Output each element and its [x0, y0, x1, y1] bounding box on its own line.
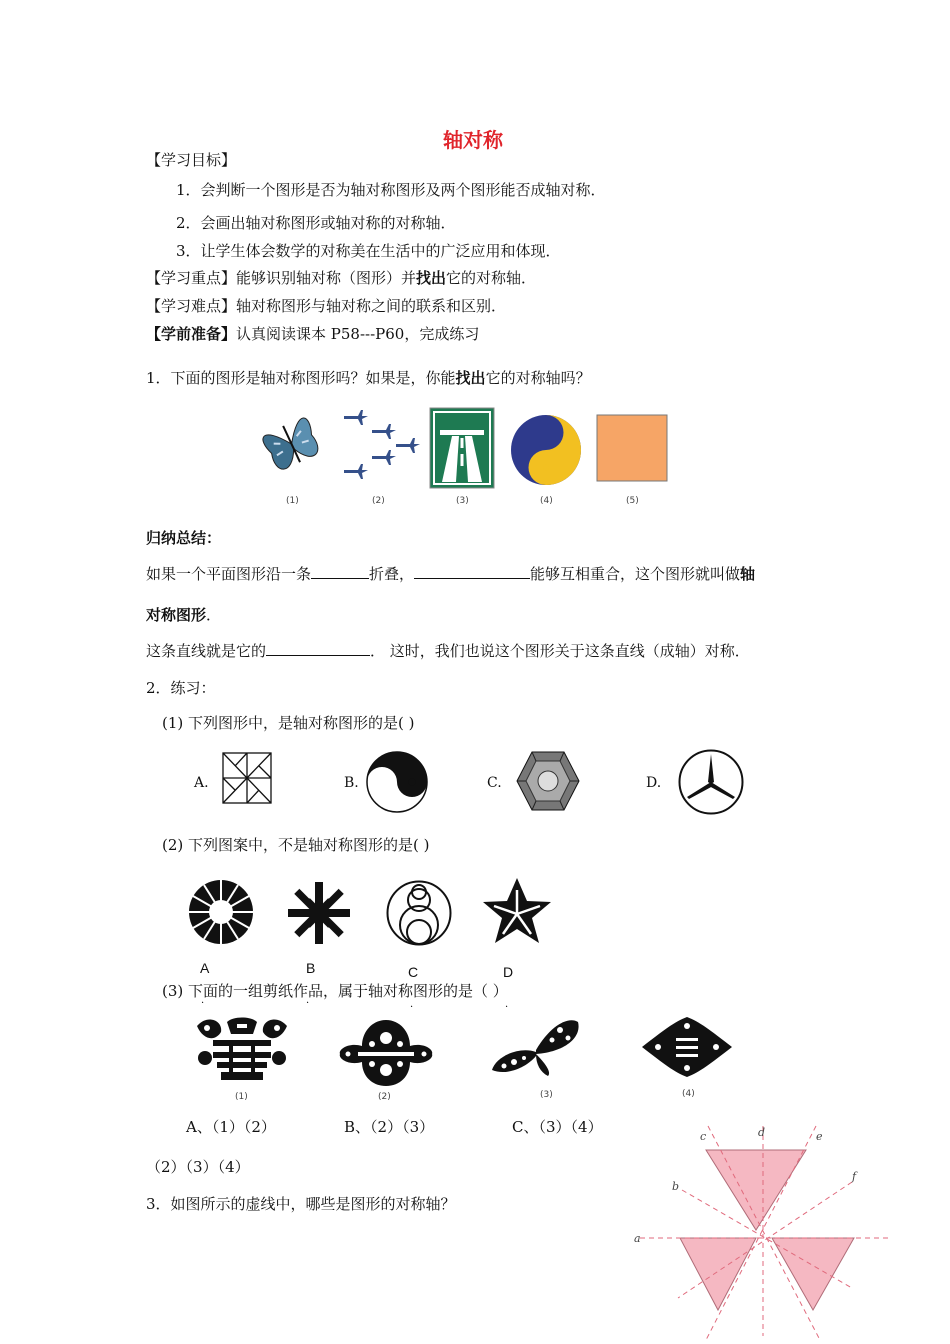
axis-label-c: c: [700, 1130, 707, 1143]
key-point-line: [146, 268, 536, 288]
paper-cut-double-happiness-icon: [193, 1016, 291, 1086]
dot-mark: ·: [410, 1002, 414, 1013]
butterfly-icon: [262, 404, 322, 486]
summary-text: 折叠，: [369, 565, 415, 583]
q2-p3-answer-b: B、（2）（3）: [344, 1118, 435, 1136]
summary-text: 这条直线就是它的: [146, 642, 267, 660]
dot-mark: ·: [505, 1002, 509, 1013]
pinwheel-icon: [222, 752, 272, 804]
dot-mark: ·: [201, 998, 205, 1009]
q1-text-b: 它的对称轴吗？: [485, 369, 591, 387]
summary-text: ．: [206, 606, 222, 624]
q2-p2-text: (2) 下列图案中，不是轴对称图形的是( ): [162, 836, 430, 854]
axis-label-d: d: [758, 1126, 766, 1139]
q1-bold: 找出: [455, 369, 486, 387]
summary-bold: 轴: [740, 565, 756, 583]
objective-item: 3．让学生体会数学的对称美在生活中的广泛应用和体现．: [176, 242, 561, 260]
option-b-label: B.: [344, 775, 359, 791]
difficulty-text: 轴对称图形与轴对称之间的联系和区别．: [236, 297, 507, 315]
summary-line-2: [146, 605, 221, 625]
dot-mark: ·: [306, 998, 310, 1009]
star-flower-icon: [482, 876, 552, 946]
summary-text: 能够互相重合，这个图形就叫做: [530, 565, 741, 583]
q2-p3-text: (3) 下面的一组剪纸作品，属于轴对称图形的是（ ）: [162, 982, 508, 1000]
asterisk-pattern-icon: [288, 882, 350, 944]
axis-label-b: b: [672, 1180, 680, 1193]
q2-p1-text: (1) 下列图形中，是轴对称图形的是( ): [162, 714, 415, 732]
q2-p2-letter-d: D: [503, 964, 514, 980]
summary-heading: 归纳总结：: [146, 529, 222, 547]
q1-caption-1: (1): [286, 496, 299, 506]
paper-cut-diamond-icon: [640, 1016, 734, 1078]
objective-item: 2．会画出轴对称图形或轴对称的对称轴．: [176, 214, 456, 232]
q2-p3-caption-1: (1): [235, 1092, 248, 1102]
key-point-bold: 找出: [416, 269, 447, 287]
symmetry-axes-diagram: [630, 1118, 900, 1340]
axis-label-a: a: [634, 1232, 641, 1245]
paper-cut-ornament-icon: [338, 1018, 434, 1088]
q1-caption-2: (2): [372, 496, 385, 506]
key-point-text: 能够识别轴对称（图形）并: [236, 269, 417, 287]
key-point-text-end: 它的对称轴．: [446, 269, 537, 287]
nested-circles-icon: [386, 880, 452, 946]
hexagon-nut-icon: [516, 751, 580, 811]
airplanes-icon: [338, 404, 418, 484]
axis-label-e: e: [816, 1130, 823, 1143]
highway-sign-icon: [430, 408, 494, 488]
q2-heading: 2．练习：: [146, 679, 216, 697]
q2-p3-answer-wrap: （2）（3）（4）: [146, 1158, 250, 1176]
yin-yang-icon: [510, 414, 582, 486]
prep-label: 【学前准备】: [146, 325, 237, 343]
option-c-label: C.: [487, 775, 502, 791]
key-point-label: 【学习重点】: [146, 269, 237, 287]
q2-p3-caption-2: (2): [378, 1092, 391, 1102]
difficulty-label: 【学习难点】: [146, 297, 237, 315]
sunburst-icon: [188, 879, 254, 945]
fill-blank[interactable]: [266, 641, 370, 656]
objective-item: 1．会判断一个图形是否为轴对称图形及两个图形能否成轴对称．: [176, 181, 606, 199]
fill-blank[interactable]: [414, 564, 530, 579]
q2-p3-caption-3: (3): [540, 1090, 553, 1100]
q1-text: [146, 368, 591, 388]
q1-text-a: 1．下面的图形是轴对称图形吗？如果是，你能: [146, 369, 456, 387]
q2-p2-letter-a: A: [200, 960, 210, 976]
difficulty-line: [146, 296, 506, 316]
fill-blank[interactable]: [311, 564, 369, 579]
q3-text: 3．如图所示的虚线中，哪些是图形的对称轴？: [146, 1195, 456, 1213]
summary-line-1: [146, 564, 755, 584]
summary-text: 如果一个平面图形沿一条: [146, 565, 312, 583]
q2-p3-answer-c: C、（3）（4）: [512, 1118, 603, 1136]
prep-text: 认真阅读课本 P58---P60，完成练习: [236, 325, 480, 343]
option-d-label: D.: [646, 775, 662, 791]
q1-caption-4: (4): [540, 496, 553, 506]
summary-bold: 对称图形: [146, 606, 207, 624]
q1-caption-5: (5): [626, 496, 639, 506]
q2-p2-letter-c: C: [408, 964, 419, 980]
q2-p3-answer-a: A、（1）（2）: [186, 1118, 276, 1136]
option-a-label: A.: [194, 775, 209, 791]
orange-square-icon: [596, 414, 668, 482]
objectives-heading: 【学习目标】: [146, 151, 237, 169]
mercedes-logo-icon: [678, 749, 744, 815]
q2-p3-caption-4: (4): [682, 1089, 695, 1099]
q1-caption-3: (3): [456, 496, 469, 506]
axis-label-f: f: [852, 1170, 857, 1183]
paper-cut-butterfly-icon: [490, 1016, 582, 1078]
prep-line: [146, 324, 479, 344]
summary-text: ． 这时，我们也说这个图形关于这条直线（成轴）对称．: [370, 642, 750, 660]
q2-p2-letter-b: B: [306, 960, 316, 976]
yin-yang-bw-icon: [366, 751, 428, 813]
summary-line-3: [146, 641, 750, 661]
page-title: 轴对称: [443, 128, 503, 152]
